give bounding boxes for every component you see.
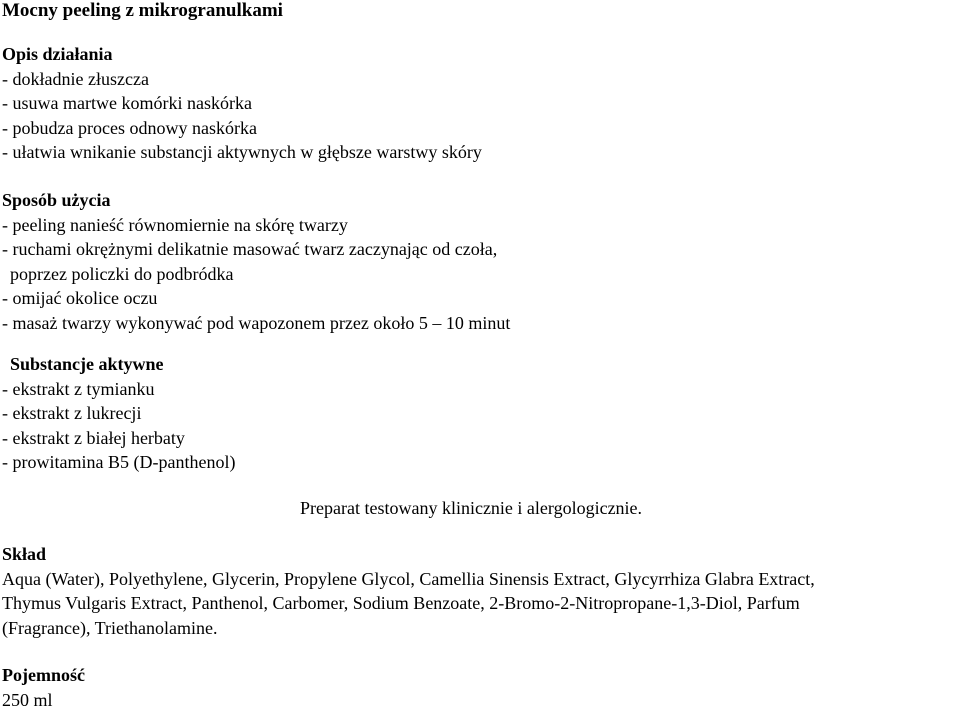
section-substancje-aktywne — [10, 352, 164, 377]
list-item: - usuwa martwe komórki naskórka — [2, 91, 482, 116]
ingredients-line: Thymus Vulgaris Extract, Panthenol, Carbomer, Sodium Benzoate, 2-Bromo-2-Nitropropane-1,3-Diol, Parfum — [2, 591, 960, 616]
clinical-test-note: Preparat testowany klinicznie i alergologicznie. — [300, 496, 642, 521]
ingredients-text — [2, 567, 960, 641]
list-item: - ekstrakt z białej herbaty — [2, 426, 235, 451]
product-title: Mocny peeling z mikrogranulkami — [2, 0, 283, 22]
list-item: - peeling nanieść równomiernie na skórę twarzy — [2, 213, 510, 238]
section-pojemnosc — [2, 663, 85, 712]
volume-value: 250 ml — [2, 688, 85, 712]
substancje-list — [2, 377, 235, 475]
list-item: - pobudza proces odnowy naskórka — [2, 116, 482, 141]
ingredients-line: Aqua (Water), Polyethylene, Glycerin, Propylene Glycol, Camellia Sinensis Extract, Glycyrrhiza Glabra Extract, — [2, 567, 960, 592]
list-item: - ekstrakt z tymianku — [2, 377, 235, 402]
list-item: - masaż twarzy wykonywać pod wapozonem przez około 5 – 10 minut — [2, 311, 510, 336]
list-item: - omijać okolice oczu — [2, 286, 510, 311]
section-heading: Substancje aktywne — [10, 352, 164, 377]
section-heading: Sposób użycia — [2, 188, 510, 213]
section-opis-dzialania — [2, 42, 482, 165]
section-heading: Pojemność — [2, 663, 85, 688]
section-sposob-uzycia — [2, 188, 510, 335]
list-item: - dokładnie złuszcza — [2, 67, 482, 92]
section-heading: Opis działania — [2, 42, 482, 67]
list-item-continuation: poprzez policzki do podbródka — [2, 262, 510, 287]
list-item: - ekstrakt z lukrecji — [2, 401, 235, 426]
section-sklad — [2, 542, 960, 640]
list-item: - ruchami okrężnymi delikatnie masować twarz zaczynając od czoła, — [2, 237, 510, 262]
list-item: - ułatwia wnikanie substancji aktywnych w głębsze warstwy skóry — [2, 140, 482, 165]
section-heading: Skład — [2, 542, 960, 567]
ingredients-line: (Fragrance), Triethanolamine. — [2, 616, 960, 641]
list-item: - prowitamina B5 (D-panthenol) — [2, 450, 235, 475]
